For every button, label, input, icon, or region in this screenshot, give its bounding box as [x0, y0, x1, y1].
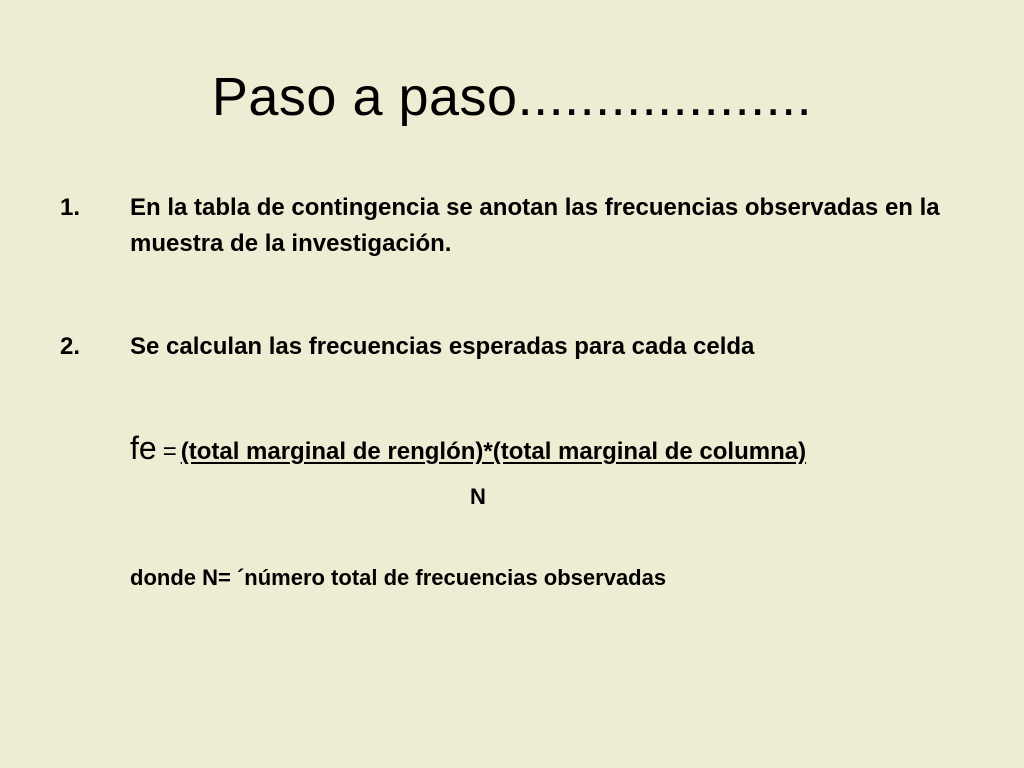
step-number-1: 1.	[60, 194, 81, 221]
step-text-2: Se calculan las frecuencias esperadas para cada celda	[130, 333, 755, 360]
step-item-1	[60, 190, 940, 262]
expected-frequency-formula	[130, 428, 806, 472]
slide-title: Paso a paso...................	[211, 67, 813, 127]
step-text-1: En la tabla de contingencia se anotan las frecuencias observadas en la muestra de la investigación.	[130, 194, 940, 257]
formula-note: donde N= ´número total de frecuencias observadas	[130, 565, 667, 590]
formula-numerator: (total marginal de renglón)*(total marginal de columna)	[180, 438, 807, 465]
formula-denominator: N	[470, 484, 486, 509]
formula-symbol: fe	[130, 430, 157, 466]
step-item-2	[60, 329, 940, 365]
formula-equals: =	[162, 438, 177, 465]
step-number-2: 2.	[60, 333, 81, 360]
